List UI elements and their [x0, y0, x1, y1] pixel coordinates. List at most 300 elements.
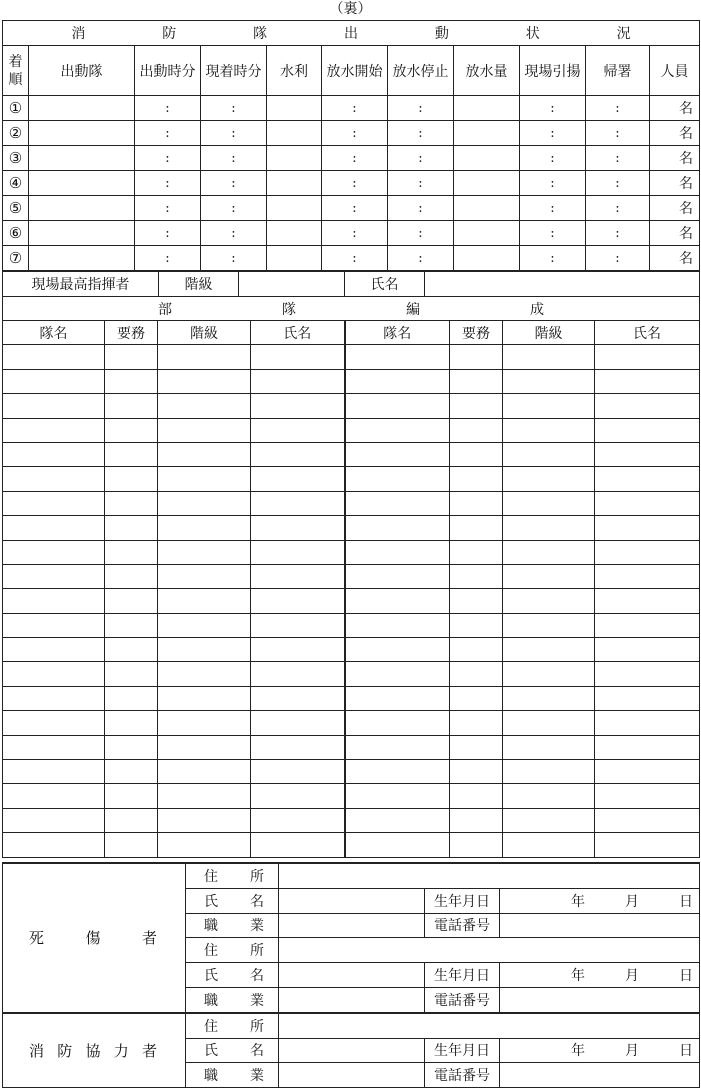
formation-row: [3, 345, 700, 369]
time-field[interactable]: :: [135, 146, 201, 171]
birthdate-field[interactable]: [500, 963, 700, 988]
formation-field[interactable]: [3, 345, 105, 369]
occupation-field[interactable]: [279, 987, 425, 1012]
formation-field[interactable]: [450, 418, 503, 442]
commander-name-label: 氏名: [345, 271, 425, 297]
formation-field[interactable]: [503, 442, 595, 466]
time-field[interactable]: :: [388, 221, 454, 246]
formation-row: [3, 467, 700, 491]
time-field[interactable]: :: [322, 96, 388, 121]
formation-header: 隊名: [345, 321, 450, 345]
day-unit: 日: [679, 968, 694, 985]
formation-field[interactable]: [251, 760, 345, 784]
dispatch-field[interactable]: [454, 171, 520, 196]
birthdate-field[interactable]: [500, 888, 700, 913]
name-field[interactable]: [279, 1038, 425, 1063]
formation-field[interactable]: [158, 662, 251, 686]
formation-field[interactable]: [158, 564, 251, 588]
formation-field[interactable]: [345, 808, 450, 832]
dispatch-field[interactable]: [454, 221, 520, 246]
formation-field[interactable]: [105, 784, 158, 808]
formation-field[interactable]: [251, 735, 345, 759]
formation-field[interactable]: [3, 833, 105, 857]
header-order: 着 順: [3, 46, 29, 96]
formation-field[interactable]: [450, 784, 503, 808]
address-field[interactable]: [279, 938, 700, 963]
formation-field[interactable]: [105, 808, 158, 832]
formation-field[interactable]: [158, 638, 251, 662]
formation-field[interactable]: [450, 491, 503, 515]
formation-field[interactable]: [251, 564, 345, 588]
time-field[interactable]: :: [135, 246, 201, 271]
formation-field[interactable]: [105, 638, 158, 662]
dispatch-field[interactable]: [267, 246, 322, 271]
formation-header: 隊名: [3, 321, 105, 345]
time-field[interactable]: :: [520, 246, 586, 271]
formation-field[interactable]: [3, 418, 105, 442]
time-field[interactable]: :: [520, 96, 586, 121]
address-label: [186, 938, 279, 963]
formation-field[interactable]: [3, 638, 105, 662]
formation-field[interactable]: [105, 345, 158, 369]
formation-field[interactable]: [595, 613, 700, 637]
formation-field[interactable]: [251, 784, 345, 808]
label-char: 所: [250, 868, 264, 885]
formation-field[interactable]: [3, 564, 105, 588]
commander-rank-field[interactable]: [239, 271, 345, 297]
commander-rank-label: 階級: [159, 271, 239, 297]
time-field[interactable]: :: [586, 171, 650, 196]
formation-field[interactable]: [105, 711, 158, 735]
formation-field[interactable]: [345, 711, 450, 735]
row-order-number: ⑥: [3, 221, 29, 246]
formation-field[interactable]: [450, 394, 503, 418]
formation-field[interactable]: [450, 662, 503, 686]
time-field[interactable]: :: [201, 221, 267, 246]
formation-row: [3, 589, 700, 613]
header-return: 帰署: [586, 46, 650, 96]
time-field[interactable]: :: [201, 171, 267, 196]
formation-field[interactable]: [595, 686, 700, 710]
formation-field[interactable]: [158, 516, 251, 540]
formation-field[interactable]: [3, 369, 105, 393]
time-field[interactable]: :: [201, 196, 267, 221]
formation-field[interactable]: [251, 613, 345, 637]
phone-field[interactable]: [500, 913, 700, 938]
label-char: 職: [204, 992, 218, 1009]
formation-field[interactable]: [503, 784, 595, 808]
formation-field[interactable]: [105, 467, 158, 491]
time-field[interactable]: :: [520, 146, 586, 171]
time-field[interactable]: :: [520, 221, 586, 246]
month-unit: 月: [625, 1043, 640, 1060]
formation-field[interactable]: [3, 589, 105, 613]
formation-field[interactable]: [503, 833, 595, 857]
formation-field[interactable]: [251, 589, 345, 613]
formation-field[interactable]: [345, 662, 450, 686]
dispatch-field[interactable]: [454, 146, 520, 171]
birthdate-label: 生年月日: [425, 888, 500, 913]
dispatch-field[interactable]: [29, 246, 135, 271]
formation-header: 要務: [105, 321, 158, 345]
name-field[interactable]: [279, 963, 425, 988]
dispatch-field[interactable]: [454, 246, 520, 271]
formation-field[interactable]: [595, 662, 700, 686]
formation-field[interactable]: [158, 686, 251, 710]
formation-field[interactable]: [345, 686, 450, 710]
formation-field[interactable]: [450, 589, 503, 613]
phone-field[interactable]: [500, 987, 700, 1012]
formation-field[interactable]: [105, 613, 158, 637]
header-spray-amount: 放水量: [454, 46, 520, 96]
formation-field[interactable]: [450, 613, 503, 637]
time-field[interactable]: :: [322, 171, 388, 196]
time-field[interactable]: :: [135, 171, 201, 196]
formation-field[interactable]: [345, 589, 450, 613]
formation-row: [3, 516, 700, 540]
personnel-field[interactable]: 名: [650, 221, 700, 246]
occupation-field[interactable]: [279, 1063, 425, 1088]
formation-field[interactable]: [158, 784, 251, 808]
formation-field[interactable]: [450, 516, 503, 540]
formation-field[interactable]: [3, 735, 105, 759]
time-field[interactable]: :: [201, 146, 267, 171]
time-field[interactable]: :: [586, 246, 650, 271]
formation-field[interactable]: [158, 418, 251, 442]
formation-field[interactable]: [251, 833, 345, 857]
formation-field[interactable]: [345, 784, 450, 808]
formation-field[interactable]: [595, 442, 700, 466]
dispatch-row: [3, 221, 700, 246]
formation-field[interactable]: [105, 442, 158, 466]
formation-field[interactable]: [345, 833, 450, 857]
formation-field[interactable]: [503, 760, 595, 784]
formation-field[interactable]: [105, 686, 158, 710]
formation-field[interactable]: [105, 369, 158, 393]
dispatch-field[interactable]: [267, 196, 322, 221]
formation-field[interactable]: [503, 613, 595, 637]
formation-field[interactable]: [158, 613, 251, 637]
time-field[interactable]: :: [135, 196, 201, 221]
formation-field[interactable]: [251, 711, 345, 735]
formation-field[interactable]: [3, 394, 105, 418]
formation-field[interactable]: [345, 760, 450, 784]
formation-field[interactable]: [450, 564, 503, 588]
dispatch-field[interactable]: [29, 121, 135, 146]
formation-field[interactable]: [595, 418, 700, 442]
dispatch-field[interactable]: [29, 221, 135, 246]
formation-field[interactable]: [251, 662, 345, 686]
birthdate-label: 生年月日: [425, 963, 500, 988]
formation-row: [3, 638, 700, 662]
time-field[interactable]: :: [586, 146, 650, 171]
formation-field[interactable]: [450, 638, 503, 662]
personnel-field[interactable]: 名: [650, 196, 700, 221]
address-field[interactable]: [279, 863, 700, 888]
dispatch-title-char: 消: [71, 26, 86, 42]
formation-field[interactable]: [450, 467, 503, 491]
time-field[interactable]: :: [586, 121, 650, 146]
formation-field[interactable]: [595, 784, 700, 808]
time-field[interactable]: :: [135, 96, 201, 121]
time-field[interactable]: :: [388, 96, 454, 121]
formation-field[interactable]: [158, 540, 251, 564]
time-field[interactable]: :: [322, 246, 388, 271]
formation-field[interactable]: [595, 833, 700, 857]
formation-field[interactable]: [450, 686, 503, 710]
formation-field[interactable]: [503, 662, 595, 686]
formation-field[interactable]: [450, 442, 503, 466]
formation-field[interactable]: [3, 540, 105, 564]
name-field[interactable]: [279, 888, 425, 913]
dispatch-field[interactable]: [29, 146, 135, 171]
month-unit: 月: [625, 893, 640, 910]
formation-field[interactable]: [503, 491, 595, 515]
formation-field[interactable]: [345, 345, 450, 369]
formation-field[interactable]: [158, 442, 251, 466]
time-field[interactable]: :: [135, 121, 201, 146]
formation-field[interactable]: [3, 613, 105, 637]
label-char: 力: [113, 1041, 129, 1060]
dispatch-title-char: 動: [434, 26, 449, 42]
formation-field[interactable]: [450, 369, 503, 393]
formation-field[interactable]: [503, 540, 595, 564]
formation-field[interactable]: [3, 711, 105, 735]
formation-field[interactable]: [503, 686, 595, 710]
formation-field[interactable]: [158, 735, 251, 759]
formation-field[interactable]: [251, 345, 345, 369]
header-water-source: 水利: [267, 46, 322, 96]
formation-field[interactable]: [3, 491, 105, 515]
casualties-label: [3, 863, 186, 1013]
time-field[interactable]: :: [388, 121, 454, 146]
formation-field[interactable]: [345, 418, 450, 442]
formation-field[interactable]: [158, 711, 251, 735]
formation-field[interactable]: [595, 516, 700, 540]
formation-field[interactable]: [3, 467, 105, 491]
formation-field[interactable]: [595, 394, 700, 418]
formation-field[interactable]: [251, 540, 345, 564]
formation-row: [3, 808, 700, 832]
formation-field[interactable]: [251, 491, 345, 515]
formation-field[interactable]: [105, 760, 158, 784]
personnel-field[interactable]: 名: [650, 146, 700, 171]
formation-field[interactable]: [595, 564, 700, 588]
formation-field[interactable]: [503, 467, 595, 491]
formation-field[interactable]: [503, 418, 595, 442]
label-char: 氏: [204, 893, 218, 910]
formation-field[interactable]: [503, 638, 595, 662]
formation-field[interactable]: [503, 589, 595, 613]
dispatch-field[interactable]: [267, 146, 322, 171]
dispatch-field[interactable]: [454, 96, 520, 121]
formation-field[interactable]: [345, 369, 450, 393]
formation-field[interactable]: [3, 686, 105, 710]
formation-field[interactable]: [595, 491, 700, 515]
formation-field[interactable]: [158, 808, 251, 832]
formation-field[interactable]: [158, 589, 251, 613]
formation-field[interactable]: [345, 516, 450, 540]
time-field[interactable]: :: [388, 196, 454, 221]
formation-field[interactable]: [251, 808, 345, 832]
formation-row: [3, 491, 700, 515]
formation-field[interactable]: [158, 760, 251, 784]
formation-field[interactable]: [345, 564, 450, 588]
formation-field[interactable]: [105, 833, 158, 857]
formation-field[interactable]: [3, 760, 105, 784]
formation-field[interactable]: [595, 589, 700, 613]
formation-field[interactable]: [345, 638, 450, 662]
dispatch-field[interactable]: [267, 96, 322, 121]
time-field[interactable]: :: [201, 246, 267, 271]
dispatch-field[interactable]: [29, 171, 135, 196]
formation-field[interactable]: [105, 735, 158, 759]
formation-field[interactable]: [503, 711, 595, 735]
formation-field[interactable]: [345, 394, 450, 418]
formation-field[interactable]: [158, 345, 251, 369]
formation-field[interactable]: [105, 662, 158, 686]
commander-name-field[interactable]: [425, 271, 700, 297]
time-field[interactable]: :: [586, 96, 650, 121]
dispatch-field[interactable]: [29, 96, 135, 121]
formation-field[interactable]: [251, 369, 345, 393]
header-arrival-time: 現着時分: [201, 46, 267, 96]
birthdate-field[interactable]: [500, 1038, 700, 1063]
dispatch-field[interactable]: [454, 121, 520, 146]
formation-row: [3, 735, 700, 759]
formation-field[interactable]: [251, 442, 345, 466]
dispatch-field[interactable]: [267, 121, 322, 146]
formation-field[interactable]: [450, 540, 503, 564]
formation-field[interactable]: [595, 735, 700, 759]
commander-label: 現場最高指揮者: [3, 271, 159, 297]
formation-field[interactable]: [105, 394, 158, 418]
formation-field[interactable]: [503, 735, 595, 759]
row-order-number: ⑤: [3, 196, 29, 221]
formation-field[interactable]: [251, 686, 345, 710]
formation-field[interactable]: [158, 833, 251, 857]
personnel-field[interactable]: 名: [650, 171, 700, 196]
formation-field[interactable]: [450, 833, 503, 857]
phone-field[interactable]: [500, 1063, 700, 1088]
formation-field[interactable]: [503, 564, 595, 588]
header-spray-stop: 放水停止: [388, 46, 454, 96]
time-field[interactable]: :: [520, 121, 586, 146]
formation-field[interactable]: [503, 345, 595, 369]
year-unit: 年: [571, 893, 586, 910]
time-field[interactable]: :: [135, 221, 201, 246]
formation-field[interactable]: [595, 808, 700, 832]
formation-field[interactable]: [251, 516, 345, 540]
formation-field[interactable]: [345, 467, 450, 491]
personnel-field[interactable]: 名: [650, 96, 700, 121]
time-field[interactable]: :: [520, 196, 586, 221]
time-field[interactable]: :: [322, 196, 388, 221]
formation-field[interactable]: [595, 467, 700, 491]
formation-field[interactable]: [595, 540, 700, 564]
occupation-label: [186, 987, 279, 1012]
personnel-field[interactable]: 名: [650, 121, 700, 146]
formation-field[interactable]: [3, 516, 105, 540]
time-field[interactable]: :: [201, 96, 267, 121]
formation-field[interactable]: [345, 735, 450, 759]
dispatch-field[interactable]: [267, 221, 322, 246]
dispatch-row: [3, 96, 700, 121]
formation-field[interactable]: [345, 613, 450, 637]
dispatch-field[interactable]: [454, 196, 520, 221]
formation-field[interactable]: [503, 394, 595, 418]
time-field[interactable]: :: [322, 121, 388, 146]
formation-field[interactable]: [105, 516, 158, 540]
formation-field[interactable]: [503, 369, 595, 393]
address-field[interactable]: [279, 1013, 700, 1038]
formation-field[interactable]: [105, 564, 158, 588]
time-field[interactable]: :: [388, 146, 454, 171]
formation-field[interactable]: [450, 735, 503, 759]
time-field[interactable]: :: [322, 146, 388, 171]
cooperators-label: [3, 1013, 186, 1088]
formation-field[interactable]: [251, 394, 345, 418]
dispatch-field[interactable]: [267, 171, 322, 196]
formation-row: [3, 711, 700, 735]
formation-field[interactable]: [450, 345, 503, 369]
dispatch-status-title: [3, 21, 700, 46]
formation-field[interactable]: [345, 540, 450, 564]
time-field[interactable]: :: [201, 121, 267, 146]
label-char: 所: [250, 1018, 264, 1035]
formation-field[interactable]: [158, 491, 251, 515]
occupation-field[interactable]: [279, 913, 425, 938]
personnel-field[interactable]: 名: [650, 246, 700, 271]
time-field[interactable]: :: [322, 221, 388, 246]
formation-field[interactable]: [251, 467, 345, 491]
formation-field[interactable]: [3, 808, 105, 832]
formation-field[interactable]: [450, 808, 503, 832]
dispatch-field[interactable]: [29, 196, 135, 221]
formation-field[interactable]: [595, 760, 700, 784]
formation-field[interactable]: [158, 467, 251, 491]
year-unit: 年: [571, 968, 586, 985]
time-field[interactable]: :: [388, 246, 454, 271]
formation-row: [3, 686, 700, 710]
formation-field[interactable]: [251, 638, 345, 662]
formation-field[interactable]: [345, 491, 450, 515]
time-field[interactable]: :: [586, 221, 650, 246]
formation-field[interactable]: [595, 345, 700, 369]
formation-field[interactable]: [3, 442, 105, 466]
formation-field[interactable]: [105, 540, 158, 564]
formation-field[interactable]: [251, 418, 345, 442]
formation-field[interactable]: [3, 662, 105, 686]
time-field[interactable]: :: [586, 196, 650, 221]
formation-field[interactable]: [105, 491, 158, 515]
formation-field[interactable]: [595, 369, 700, 393]
formation-field[interactable]: [345, 442, 450, 466]
formation-field[interactable]: [450, 760, 503, 784]
formation-field[interactable]: [158, 369, 251, 393]
formation-field[interactable]: [503, 516, 595, 540]
formation-field[interactable]: [158, 394, 251, 418]
formation-field[interactable]: [595, 711, 700, 735]
formation-field[interactable]: [595, 638, 700, 662]
formation-field[interactable]: [3, 784, 105, 808]
time-field[interactable]: :: [388, 171, 454, 196]
time-field[interactable]: :: [520, 171, 586, 196]
formation-field[interactable]: [503, 808, 595, 832]
formation-field[interactable]: [450, 711, 503, 735]
formation-field[interactable]: [105, 589, 158, 613]
formation-field[interactable]: [105, 418, 158, 442]
